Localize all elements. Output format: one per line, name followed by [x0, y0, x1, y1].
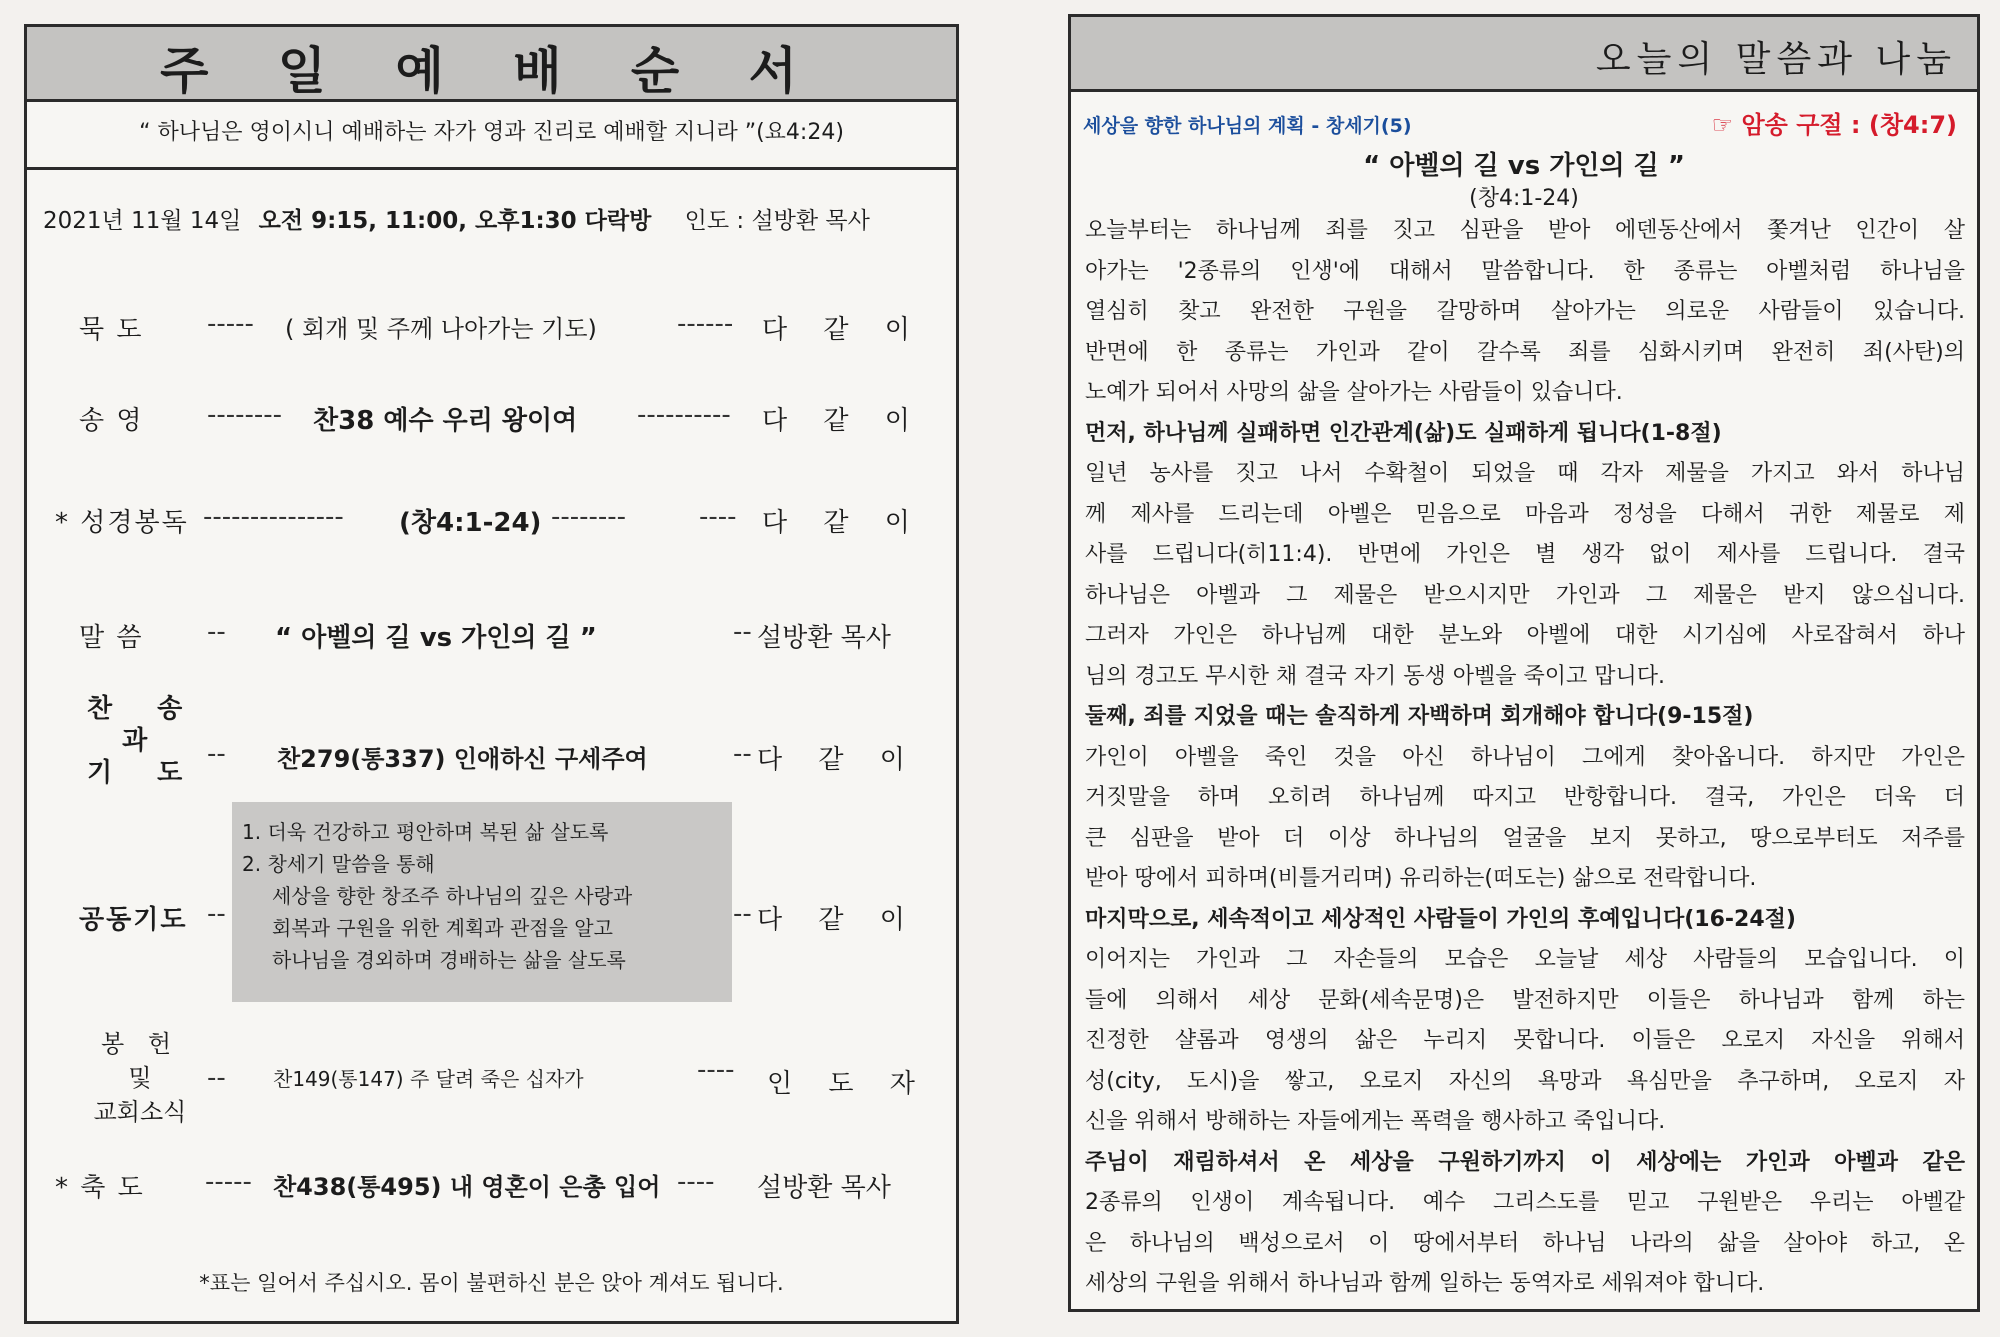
prayer-topic: 세상을 향한 창조주 하나님의 깊은 사랑과 [272, 884, 633, 908]
sermon-heading-line: 주님이 재림하셔서 온 세상을 구원하기까지 이 세상에는 가인과 아벨과 같은 [1085, 1149, 1965, 1175]
divider [27, 167, 956, 170]
dash-leader: ---- [699, 502, 737, 532]
service-times: 오전 9:15, 11:00, 오후1:30 다락방 [258, 208, 652, 234]
prayer-topic: 1. 더욱 건강하고 평안하며 복된 삶 살도록 [242, 820, 609, 844]
order-label: 공동기도 [79, 905, 188, 935]
sermon-heading-line: 마지막으로, 세속적이고 세상적인 사람들이 가인의 후예입니다(16-24절) [1085, 906, 1796, 932]
sermon-heading-line: 먼저, 하나님께 실패하면 인간관계(삶)도 실패하게 됩니다(1-8절) [1085, 420, 1722, 446]
order-row-offering [27, 1055, 956, 1103]
sermon-reference: (창4:1-24) [1469, 186, 1579, 211]
sermon-text-line: 님의 경고도 무시한 채 결국 자기 동생 아벨을 죽이고 맙니다. [1085, 663, 1665, 689]
order-label: * 축 도 [55, 1173, 145, 1203]
dash-leader: -- [207, 739, 226, 769]
service-date: 2021년 11월 14일 [43, 208, 242, 234]
order-row-scripture [27, 502, 956, 542]
prayer-topic: 2. 창세기 말씀을 통해 [242, 852, 435, 876]
sermon-text-line: 거짓말을 하며 오히려 하나님께 따지고 반항합니다. 결국, 가인은 더욱 더 [1085, 785, 1965, 810]
sermon-heading-line: 둘째, 죄를 지었을 때는 솔직하게 자백하며 회개해야 합니다(9-15절) [1085, 704, 1754, 729]
order-row-hymn-prayer [27, 739, 956, 779]
order-leader: 다 같 이 [762, 406, 924, 436]
dash-leader: -- [733, 899, 752, 929]
sermon-text-line: 그러자 가인은 하나님께 대한 분노와 아벨에 대한 시기심에 사로잡혀서 하나 [1085, 623, 1965, 648]
sermon-text-line: 열심히 찾고 완전한 구원을 갈망하며 살아가는 의로운 사람들이 있습니다. [1085, 299, 1965, 324]
order-leader: 다 같 이 [757, 905, 919, 935]
worship-order-title: 주 일 예 배 순 서 [160, 41, 823, 100]
dash-leader: ---- [697, 1055, 735, 1085]
dash-leader: -------- [551, 502, 627, 532]
sermon-text-line: 께 제사를 드리는데 아벨은 믿음으로 마음과 정성을 다해서 귀한 제물로 제 [1085, 501, 1965, 527]
motto-verse: “ 하나님은 영이시니 예배하는 자가 영과 진리로 예배할 지니라 ”(요4:24) [139, 120, 844, 145]
order-row-silent-prayer [27, 309, 956, 349]
order-label: 송 영 [79, 406, 144, 436]
order-content: “ 아벨의 길 vs 가인의 길 ” [275, 623, 597, 653]
sermon-text-line: 가인이 아벨을 죽인 것을 아신 하나님이 그에게 찾아옵니다. 하지만 가인은 [1085, 744, 1965, 770]
order-label-line: 교회소식 [93, 1098, 187, 1126]
sermon-text-line: 세상의 구원을 위해서 하나님과 함께 일하는 동역자로 세워져야 합니다. [1085, 1271, 1765, 1296]
sermon-text-line: 2종류의 인생이 계속됩니다. 예수 그리스도를 믿고 구원받은 우리는 아벨같 [1085, 1190, 1965, 1215]
dash-leader: -- [207, 1063, 226, 1093]
standing-notice: *표는 일어서 주십시오. 몸이 불편하신 분은 앉아 계셔도 됩니다. [199, 1271, 784, 1295]
worship-order-header [27, 27, 956, 102]
order-row-sermon [27, 617, 956, 657]
sermon-text-line: 오늘부터는 하나님께 죄를 짓고 심판을 받아 에덴동산에서 쫓겨난 인간이 살 [1085, 218, 1965, 243]
order-content: 찬438(통495) 내 영혼이 은총 입어 [273, 1173, 661, 1201]
order-label-line: 기 도 [87, 758, 201, 788]
order-label-line: 찬 송 [87, 694, 201, 724]
order-content: 찬279(통337) 인애하신 구세주여 [277, 745, 648, 773]
dash-leader: ---------- [637, 400, 731, 430]
sermon-text-line: 이어지는 가인과 그 자손들의 모습은 오늘날 세상 사람들의 모습입니다. 이 [1085, 947, 1965, 972]
dash-leader: ---- [677, 1167, 715, 1197]
sermon-text-line: 진정한 샬롬과 영생의 삶은 누리지 못합니다. 이들은 오로지 자신을 위해서 [1085, 1028, 1965, 1053]
order-leader: 다 같 이 [762, 315, 924, 345]
dash-leader: --------------- [203, 502, 344, 532]
order-leader: 인 도 자 [767, 1069, 929, 1099]
sermon-text-line: 노예가 되어서 사망의 삶을 살아가는 사람들이 있습니다. [1085, 380, 1623, 405]
worship-order-panel [24, 24, 959, 1324]
sermon-notes-header [1071, 17, 1977, 92]
dash-leader: ------ [677, 309, 734, 339]
dash-leader: ----- [205, 1167, 252, 1197]
order-label-line: 과 [122, 726, 166, 756]
order-content: (창4:1-24) [399, 508, 542, 538]
dash-leader: ----- [207, 309, 254, 339]
sermon-text-line: 반면에 한 종류는 가인과 같이 갈수록 죄를 심화시키며 완전히 죄(사탄)의 [1085, 339, 1965, 365]
order-label-line: 및 [128, 1064, 152, 1092]
sermon-title: “ 아벨의 길 vs 가인의 길 ” [1363, 151, 1685, 181]
order-leader: 다 같 이 [762, 508, 924, 538]
sermon-text-line: 받아 땅에서 피하며(비틀거리며) 유리하는(떠도는) 삶으로 전락합니다. [1085, 866, 1757, 891]
sermon-text-line: 성(city, 도시)을 쌓고, 오로지 자신의 욕망과 욕심만을 추구하며, 오로지 자 [1085, 1068, 1965, 1094]
sermon-notes-title: 오늘의 말씀과 나눔 [1595, 39, 1957, 80]
sermon-text-line: 은 하나님의 백성으로서 이 땅에서부터 하나님 나라의 삶을 살아야 하고, 온 [1085, 1230, 1965, 1256]
prayer-topic: 회복과 구원을 위한 계획과 관점을 알고 [272, 916, 613, 940]
sermon-text-line: 큰 심판을 받아 더 이상 하나님의 얼굴을 보지 못하고, 땅으로부터도 저주를 [1085, 825, 1965, 851]
series-title: 세상을 향한 하나님의 계획 - 창세기(5) [1083, 115, 1412, 137]
sermon-text-line: 하나님은 아벨과 그 제물은 받으시지만 가인과 그 제물은 받지 않으십니다. [1085, 582, 1965, 608]
order-label-line: 봉 헌 [101, 1030, 179, 1058]
order-leader: 설방환 목사 [757, 1173, 891, 1203]
sermon-notes-panel [1068, 14, 1980, 1312]
order-content: 찬38 예수 우리 왕이여 [313, 406, 578, 436]
dash-leader: -- [207, 899, 226, 929]
prayer-topic: 하나님을 경외하며 경배하는 삶을 살도록 [272, 948, 626, 972]
sermon-text-line: 사를 드립니다(히11:4). 반면에 가인은 별 생각 없이 제사를 드립니다. 결국 [1085, 542, 1965, 567]
order-content: 찬149(통147) 주 달려 죽은 십자가 [273, 1067, 584, 1091]
sermon-text-line: 신을 위해서 방해하는 자들에게는 폭력을 행사하고 죽입니다. [1085, 1109, 1666, 1134]
order-leader: 설방환 목사 [757, 623, 891, 653]
order-label: 말 씀 [79, 623, 144, 653]
order-label: * 성경봉독 [55, 508, 189, 538]
order-row-benediction [27, 1167, 956, 1207]
sermon-body [1085, 211, 1965, 1305]
service-leader: 인도 : 설방환 목사 [684, 208, 870, 234]
dash-leader: -- [207, 617, 226, 647]
dash-leader: -- [733, 739, 752, 769]
order-row-doxology [27, 400, 956, 440]
dash-leader: -------- [207, 400, 283, 430]
dash-leader: -- [733, 617, 752, 647]
sermon-text-line: 아가는 '2종류의 인생'에 대해서 말씀합니다. 한 종류는 아벨처럼 하나님을 [1085, 258, 1965, 284]
sermon-text-line: 들에 의해서 세상 문화(세속문명)은 발전하지만 이들은 하나님과 함께 하는 [1085, 987, 1965, 1013]
order-label: 묵 도 [79, 315, 144, 345]
memory-verse: ☞ 암송 구절 : (창4:7) [1711, 111, 1957, 139]
sermon-text-line: 일년 농사를 짓고 나서 수확철이 되었을 때 각자 제물을 가지고 와서 하나님 [1085, 461, 1965, 486]
order-leader: 다 같 이 [757, 745, 919, 775]
prayer-topics-box [232, 802, 732, 1002]
order-content: ( 회개 및 주께 나아가는 기도) [285, 315, 597, 343]
service-dateline [43, 202, 870, 235]
